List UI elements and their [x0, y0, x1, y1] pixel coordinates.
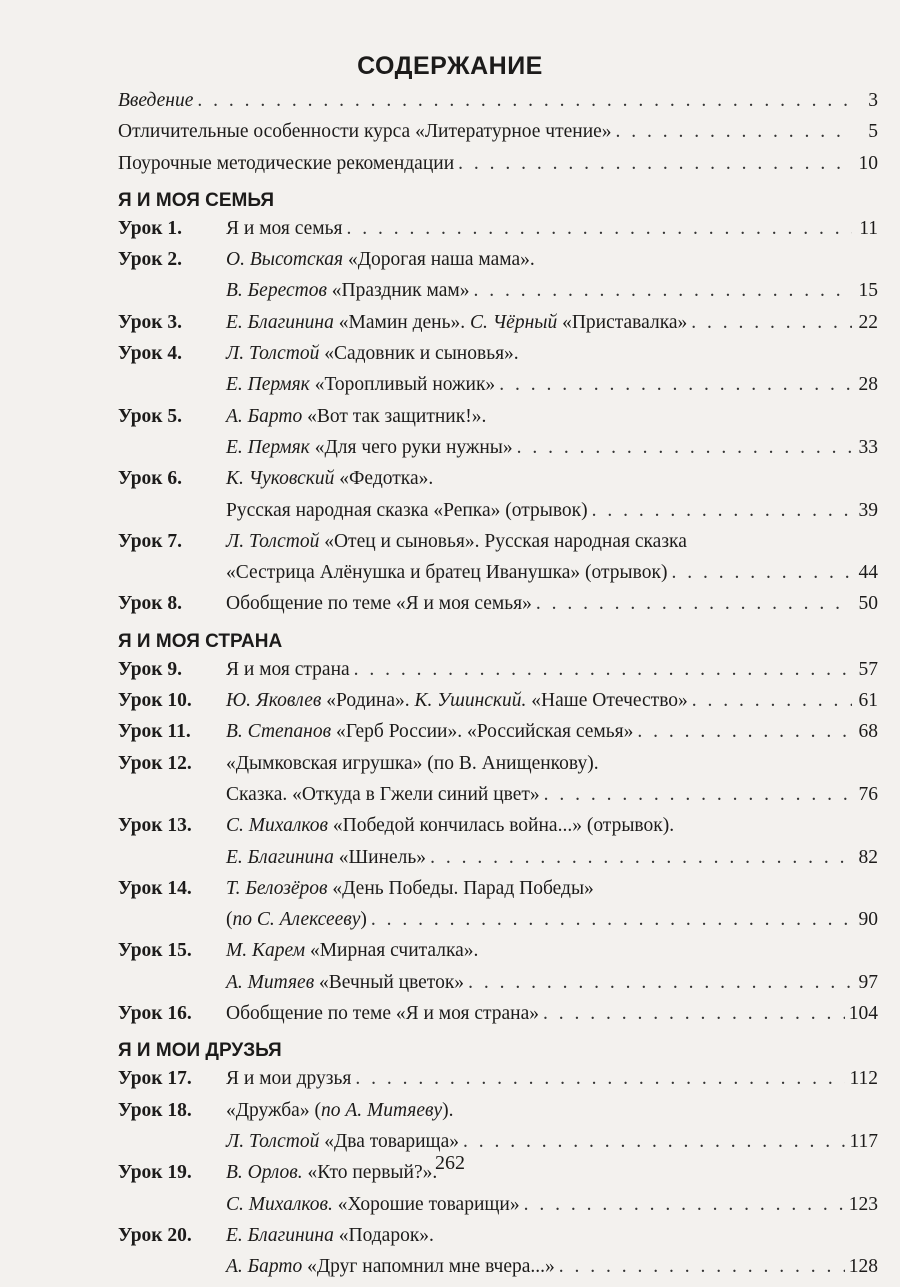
- entry-title: (: [226, 909, 233, 931]
- author-name: С. Чёрный: [469, 311, 558, 333]
- entry-title: «День Победы. Парад Победы»: [327, 877, 594, 899]
- dot-leader: [463, 1131, 845, 1153]
- author-name: М. Карем: [226, 940, 306, 962]
- entry-page: 112: [849, 1068, 878, 1090]
- entry-page: 76: [858, 783, 878, 805]
- entry-text: [226, 1003, 539, 1025]
- entry-title: «Праздник мам»: [326, 280, 470, 302]
- entry-title: Отличительные особенности курса «Литературное чтение»: [118, 121, 612, 143]
- entry-text: [226, 218, 343, 240]
- lesson-label: Урок 7.: [118, 530, 183, 552]
- lesson-label: Урок 17.: [118, 1068, 192, 1090]
- lesson-label: Урок 11.: [118, 721, 191, 743]
- lesson-label: Урок 15.: [118, 940, 192, 962]
- lesson-label: Урок 18.: [118, 1099, 192, 1121]
- entry-text: [226, 374, 495, 396]
- author-name: Е. Пермяк: [226, 436, 310, 458]
- entry-text: [226, 343, 519, 365]
- toc-row: [118, 343, 878, 374]
- lesson-label: Урок 6.: [118, 468, 183, 490]
- dot-leader: [355, 1068, 845, 1090]
- toc-row: [118, 1256, 878, 1287]
- entry-text: [226, 437, 513, 459]
- toc-row: [118, 1003, 878, 1034]
- entry-page: 22: [858, 311, 878, 333]
- lesson-label: Урок 16.: [118, 1003, 192, 1025]
- entry-text: [226, 280, 469, 302]
- toc-row: [118, 280, 878, 311]
- page-number: 262: [435, 1152, 465, 1174]
- entry-text: [226, 1256, 555, 1278]
- entry-title: Обобщение по теме «Я и моя семья»: [226, 593, 532, 615]
- table-of-contents: [118, 90, 878, 1287]
- author-name: Е. Пермяк: [226, 374, 310, 396]
- entry-text: [226, 562, 667, 584]
- entry-title: «Два товарища»: [319, 1130, 459, 1152]
- entry-text: [226, 847, 426, 869]
- toc-row: [118, 562, 878, 593]
- entry-page: 117: [849, 1130, 878, 1152]
- lesson-label: Урок 2.: [118, 249, 183, 271]
- toc-row: [118, 374, 878, 405]
- lesson-label: Урок 20.: [118, 1224, 192, 1246]
- toc-row: [118, 1100, 878, 1131]
- toc-row: [118, 1225, 878, 1256]
- toc-row: [118, 690, 878, 721]
- entry-page: 97: [858, 971, 878, 993]
- dot-leader: [458, 153, 852, 175]
- dot-leader: [468, 972, 852, 994]
- entry-title: «Подарок».: [333, 1224, 434, 1246]
- entry-title: Введение: [118, 90, 194, 111]
- toc-row: [118, 500, 878, 531]
- entry-title: «Сестрица Алёнушка и братец Иванушка» (отрывок): [226, 562, 668, 584]
- author-name: А. Барто: [226, 405, 303, 427]
- dot-leader: [692, 690, 852, 712]
- dot-leader: [536, 593, 852, 615]
- author-name: А. Митяев: [226, 971, 315, 993]
- dot-leader: [354, 659, 852, 681]
- entry-title: «Дымковская игрушка» (по В. Анищенкову).: [226, 752, 599, 774]
- toc-row: [118, 784, 878, 815]
- toc-row: [118, 437, 878, 468]
- dot-leader: [616, 121, 852, 143]
- entry-text: [226, 940, 478, 962]
- toc-row: [118, 153, 878, 184]
- entry-page: 15: [858, 280, 878, 302]
- author-name: О. Высотская: [226, 249, 344, 271]
- entry-text: [226, 249, 535, 271]
- entry-text: [226, 784, 540, 806]
- lesson-label: Урок 12.: [118, 752, 192, 774]
- section-heading: Я И МОЯ СЕМЬЯ: [118, 189, 274, 211]
- entry-title: «Вот так защитник!».: [302, 405, 487, 427]
- entry-page: 44: [858, 562, 878, 584]
- entry-title: «Отец и сыновья». Русская народная сказка: [319, 530, 687, 552]
- entry-text: [226, 406, 486, 428]
- entry-title: ).: [442, 1099, 454, 1121]
- entry-text: [226, 1100, 454, 1122]
- entry-text: [226, 531, 687, 553]
- page-title: СОДЕРЖАНИЕ: [357, 52, 543, 80]
- dot-leader: [371, 909, 852, 931]
- entry-text: [226, 690, 688, 712]
- entry-title: ): [360, 909, 367, 931]
- entry-title: Русская народная сказка «Репка» (отрывок): [226, 499, 588, 521]
- entry-title: «Шинель»: [333, 846, 427, 868]
- entry-title: Я и моя страна: [226, 658, 350, 680]
- author-name: К. Ушинский.: [414, 690, 527, 712]
- entry-title: «Родина».: [321, 690, 415, 712]
- toc-row: [118, 468, 878, 499]
- entry-page: 68: [858, 721, 878, 743]
- toc-row: [118, 312, 878, 343]
- entry-text: [226, 468, 433, 490]
- entry-title: «Мирная считалка».: [305, 940, 479, 962]
- dot-leader: [592, 500, 852, 522]
- lesson-label: Урок 3.: [118, 311, 183, 333]
- lesson-label: Урок 10.: [118, 690, 192, 712]
- dot-leader: [559, 1256, 845, 1278]
- entry-title: «Наше Отечество»: [526, 690, 688, 712]
- author-name: В. Орлов.: [226, 1162, 303, 1184]
- toc-row: [118, 406, 878, 437]
- section-heading: Я И МОЯ СТРАНА: [118, 630, 283, 652]
- entry-title: «Для чего руки нужны»: [309, 436, 513, 458]
- lesson-label: Урок 5.: [118, 405, 183, 427]
- entry-title: «Дружба» (: [226, 1099, 321, 1121]
- toc-row: [118, 721, 878, 752]
- toc-row: [118, 940, 878, 971]
- entry-page: 61: [858, 690, 878, 712]
- dot-leader: [517, 437, 852, 459]
- entry-title: «Мамин день».: [333, 311, 470, 333]
- entry-title: «Федотка».: [334, 468, 434, 490]
- entry-page: 39: [858, 499, 878, 521]
- entry-title: «Дорогая наша мама».: [343, 249, 535, 271]
- toc-row: [118, 90, 878, 121]
- entry-text: [226, 659, 350, 681]
- author-name: Т. Белозёров: [226, 877, 328, 899]
- entry-text: [226, 815, 674, 837]
- toc-row: [118, 1194, 878, 1225]
- author-name: Е. Благинина: [226, 846, 334, 868]
- entry-text: [226, 878, 594, 900]
- toc-row: [118, 531, 878, 562]
- author-name: по А. Митяеву: [320, 1099, 443, 1121]
- dot-leader: [671, 562, 852, 584]
- toc-row: [118, 909, 878, 940]
- entry-title: «Садовник и сыновья».: [319, 343, 519, 365]
- entry-title: Сказка. «Откуда в Гжели синий цвет»: [226, 783, 540, 805]
- dot-leader: [691, 312, 852, 334]
- author-name: Л. Толстой: [226, 1130, 320, 1152]
- author-name: Л. Толстой: [226, 530, 320, 552]
- entry-text: [226, 753, 599, 775]
- lesson-label: Урок 1.: [118, 217, 183, 239]
- author-name: А. Барто: [226, 1256, 303, 1278]
- entry-page: 57: [858, 658, 878, 680]
- entry-text: [226, 500, 588, 522]
- dot-leader: [347, 218, 852, 240]
- dot-leader: [544, 784, 852, 806]
- dot-leader: [430, 847, 852, 869]
- toc-row: [118, 593, 878, 624]
- lesson-label: Урок 14.: [118, 877, 192, 899]
- entry-text: [226, 1194, 520, 1216]
- dot-leader: [499, 374, 852, 396]
- entry-text: [226, 909, 367, 931]
- lesson-label: Урок 9.: [118, 658, 183, 680]
- entry-title: Я и мои друзья: [226, 1068, 352, 1090]
- entry-text: [226, 593, 532, 615]
- author-name: по С. Алексееву: [232, 909, 361, 931]
- entry-title: Обобщение по теме «Я и моя страна»: [226, 1003, 540, 1025]
- author-name: Ю. Яковлев: [226, 690, 322, 712]
- entry-text: [226, 972, 464, 994]
- entry-page: 5: [868, 121, 878, 143]
- toc-row: [118, 249, 878, 280]
- toc-row: [118, 121, 878, 152]
- toc-row: [118, 1068, 878, 1099]
- entry-page: 10: [858, 152, 878, 174]
- author-name: Е. Благинина: [226, 311, 334, 333]
- entry-text: [226, 1131, 459, 1153]
- entry-title: «Вечный цветок»: [314, 971, 465, 993]
- entry-title: «Хорошие товарищи»: [332, 1193, 520, 1215]
- author-name: В. Берестов: [226, 280, 327, 302]
- lesson-label: Урок 13.: [118, 815, 192, 837]
- author-name: К. Чуковский: [226, 468, 335, 490]
- toc-row: [118, 878, 878, 909]
- author-name: В. Степанов: [226, 721, 332, 743]
- entry-page: 3: [868, 90, 878, 111]
- entry-page: 82: [858, 846, 878, 868]
- entry-page: 128: [848, 1256, 878, 1278]
- dot-leader: [637, 721, 852, 743]
- dot-leader: [473, 280, 852, 302]
- entry-title: «Герб России». «Российская семья»: [331, 721, 634, 743]
- entry-page: 11: [859, 217, 878, 239]
- entry-title: «Победой кончилась война...» (отрывок).: [328, 815, 675, 837]
- entry-text: [226, 721, 633, 743]
- entry-text: [226, 312, 687, 334]
- dot-leader: [197, 90, 852, 112]
- entry-text: [226, 1225, 434, 1247]
- lesson-label: Урок 8.: [118, 593, 183, 615]
- entry-page: 123: [848, 1193, 878, 1215]
- toc-row: [118, 753, 878, 784]
- dot-leader: [524, 1194, 845, 1216]
- toc-row: [118, 218, 878, 249]
- author-name: С. Михалков.: [226, 1193, 333, 1215]
- author-name: Е. Благинина: [226, 1224, 334, 1246]
- entry-title: «Торопливый ножик»: [309, 374, 496, 396]
- entry-text: [226, 1068, 351, 1090]
- entry-title: «Друг напомнил мне вчера...»: [302, 1256, 555, 1278]
- entry-title: «Кто первый?».: [302, 1162, 438, 1184]
- toc-row: [118, 972, 878, 1003]
- entry-title: Я и моя семья: [226, 217, 343, 239]
- entry-page: 33: [858, 436, 878, 458]
- lesson-label: Урок 19.: [118, 1162, 192, 1184]
- entry-page: 50: [858, 593, 878, 615]
- toc-row: [118, 847, 878, 878]
- author-name: Л. Толстой: [226, 343, 320, 365]
- entry-page: 104: [848, 1003, 878, 1025]
- toc-row: [118, 815, 878, 846]
- author-name: С. Михалков: [226, 815, 328, 837]
- entry-page: 28: [858, 374, 878, 396]
- dot-leader: [543, 1003, 845, 1025]
- section-heading: Я И МОИ ДРУЗЬЯ: [118, 1040, 282, 1062]
- lesson-label: Урок 4.: [118, 343, 183, 365]
- toc-row: [118, 659, 878, 690]
- entry-page: 90: [858, 909, 878, 931]
- entry-title: Поурочные методические рекомендации: [118, 152, 455, 174]
- entry-title: «Приставалка»: [557, 311, 688, 333]
